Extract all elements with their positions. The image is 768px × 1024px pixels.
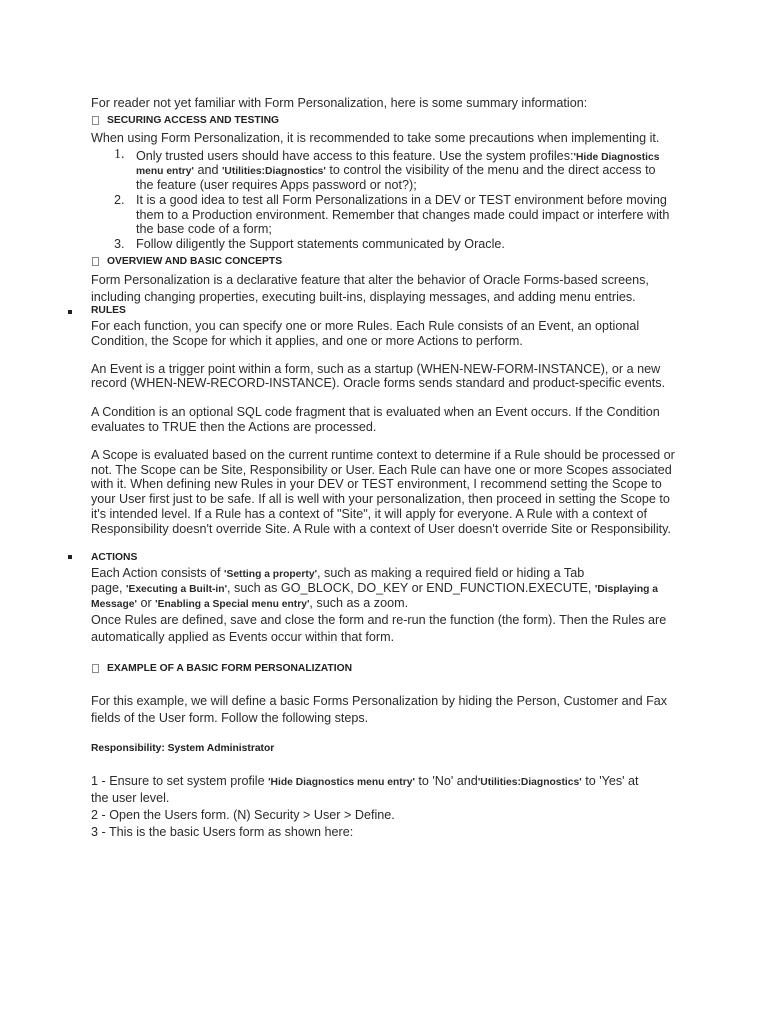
example-line2: fields of the User form. Follow the following steps. (91, 711, 369, 725)
rules-p4-line3: with it. When defining new Rules in your DEV or TEST environment, I recommend setting the Scope to (91, 477, 662, 491)
rules-p2-line1: An Event is a trigger point within a form, such as a startup (WHEN-NEW-FORM-INSTANCE), or a new (91, 362, 661, 376)
step3: 3 - This is the basic Users form as shown here: (91, 825, 354, 839)
actions-line4: Once Rules are defined, save and close the form and re-run the function (the form). Then the Rules are (91, 613, 667, 627)
rules-p2-line2: record (WHEN-NEW-RECORD-INSTANCE). Oracle forms sends standard and product-specific events. (91, 376, 666, 390)
list-item-2-line3: the base code of a form; (136, 222, 272, 236)
rules-p4-line5: it's intended level. If a Rule has a context of "Site", it will apply for everyone. A Rule with a context of (91, 507, 647, 521)
rules-p4-line1: A Scope is evaluated based on the current runtime context to determine if a Rule should be processed or (91, 448, 675, 462)
checkbox-bullet-icon (92, 116, 99, 125)
subheading-actions: ACTIONS (91, 552, 138, 563)
list-item-2-line1: It is a good idea to test all Form Personalizations in a DEV or TEST environment before moving (136, 193, 667, 207)
rules-p1-line2: Condition, the Scope for which it applies, and one or more Actions to perform. (91, 334, 523, 348)
actions-line3: Message' or 'Enabling a Special menu entry', such as a zoom. (91, 596, 409, 610)
list-number: 2. (114, 193, 125, 207)
rules-p4-line2: not. The Scope can be Site, Responsibility or User. Each Rule can have one or more Scopes associated (91, 463, 672, 477)
actions-line5: automatically applied as Events occur within that form. (91, 630, 395, 644)
list-item-1-line2: menu entry' and 'Utilities:Diagnostics' to control the visibility of the menu and the direct access to (136, 163, 656, 177)
step1-line1: 1 - Ensure to set system profile 'Hide Diagnostics menu entry' to 'No' and'Utilities:Diagnostics' to 'Yes' at (91, 774, 639, 788)
step2: 2 - Open the Users form. (N) Security > User > Define. (91, 808, 395, 822)
rules-p3-line1: A Condition is an optional SQL code fragment that is evaluated when an Event occurs. If the Condition (91, 405, 660, 419)
section2-line2: including changing properties, executing built-ins, displaying messages, and adding menu entries. (91, 290, 636, 304)
square-bullet-icon (68, 310, 72, 314)
checkbox-bullet-icon (92, 257, 99, 266)
subheading-rules: RULES (91, 305, 126, 316)
section-heading-overview: OVERVIEW AND BASIC CONCEPTS (107, 256, 283, 267)
responsibility-label: Responsibility: System Administrator (91, 743, 275, 754)
section1-lead: When using Form Personalization, it is recommended to take some precautions when implementing it. (91, 131, 660, 145)
section-heading-example: EXAMPLE OF A BASIC FORM PERSONALIZATION (107, 663, 353, 674)
list-number: 3. (114, 237, 125, 251)
square-bullet-icon (68, 555, 72, 559)
section-heading-securing: SECURING ACCESS AND TESTING (107, 115, 280, 126)
rules-p1-line1: For each function, you can specify one or more Rules. Each Rule consists of an Event, an optional (91, 319, 640, 333)
list-item-3-line1: Follow diligently the Support statements communicated by Oracle. (136, 237, 505, 251)
list-number: 1. (114, 147, 125, 162)
step1-line2: the user level. (91, 791, 170, 805)
list-item-1-line1: Only trusted users should have access to this feature. Use the system profiles:'Hide Diagnostics (136, 149, 660, 163)
list-item-1-line3: the feature (user requires Apps password or not?); (136, 178, 417, 192)
checkbox-bullet-icon (92, 664, 99, 673)
intro-text: For reader not yet familiar with Form Personalization, here is some summary information: (91, 96, 588, 110)
actions-line2: page, 'Executing a Built-in', such as GO_BLOCK, DO_KEY or END_FUNCTION.EXECUTE, 'Displaying a (91, 581, 659, 595)
section2-line1: Form Personalization is a declarative feature that alter the behavior of Oracle Forms-based screens, (91, 273, 649, 287)
list-item-2-line2: them to a Production environment. Remember that changes made could impact or interfere with (136, 208, 670, 222)
example-line1: For this example, we will define a basic Forms Personalization by hiding the Person, Customer and Fax (91, 694, 668, 708)
actions-line1: Each Action consists of 'Setting a property', such as making a required field or hiding a Tab (91, 566, 585, 580)
rules-p3-line2: evaluates to TRUE then the Actions are processed. (91, 420, 377, 434)
rules-p4-line4: your User first just to be safe. If all is well with your personalization, then proceed in setting the Scope to (91, 492, 670, 506)
rules-p4-line6: Responsibility doesn't override Site. A Rule with a context of User doesn't override Site or Responsibility. (91, 522, 671, 536)
